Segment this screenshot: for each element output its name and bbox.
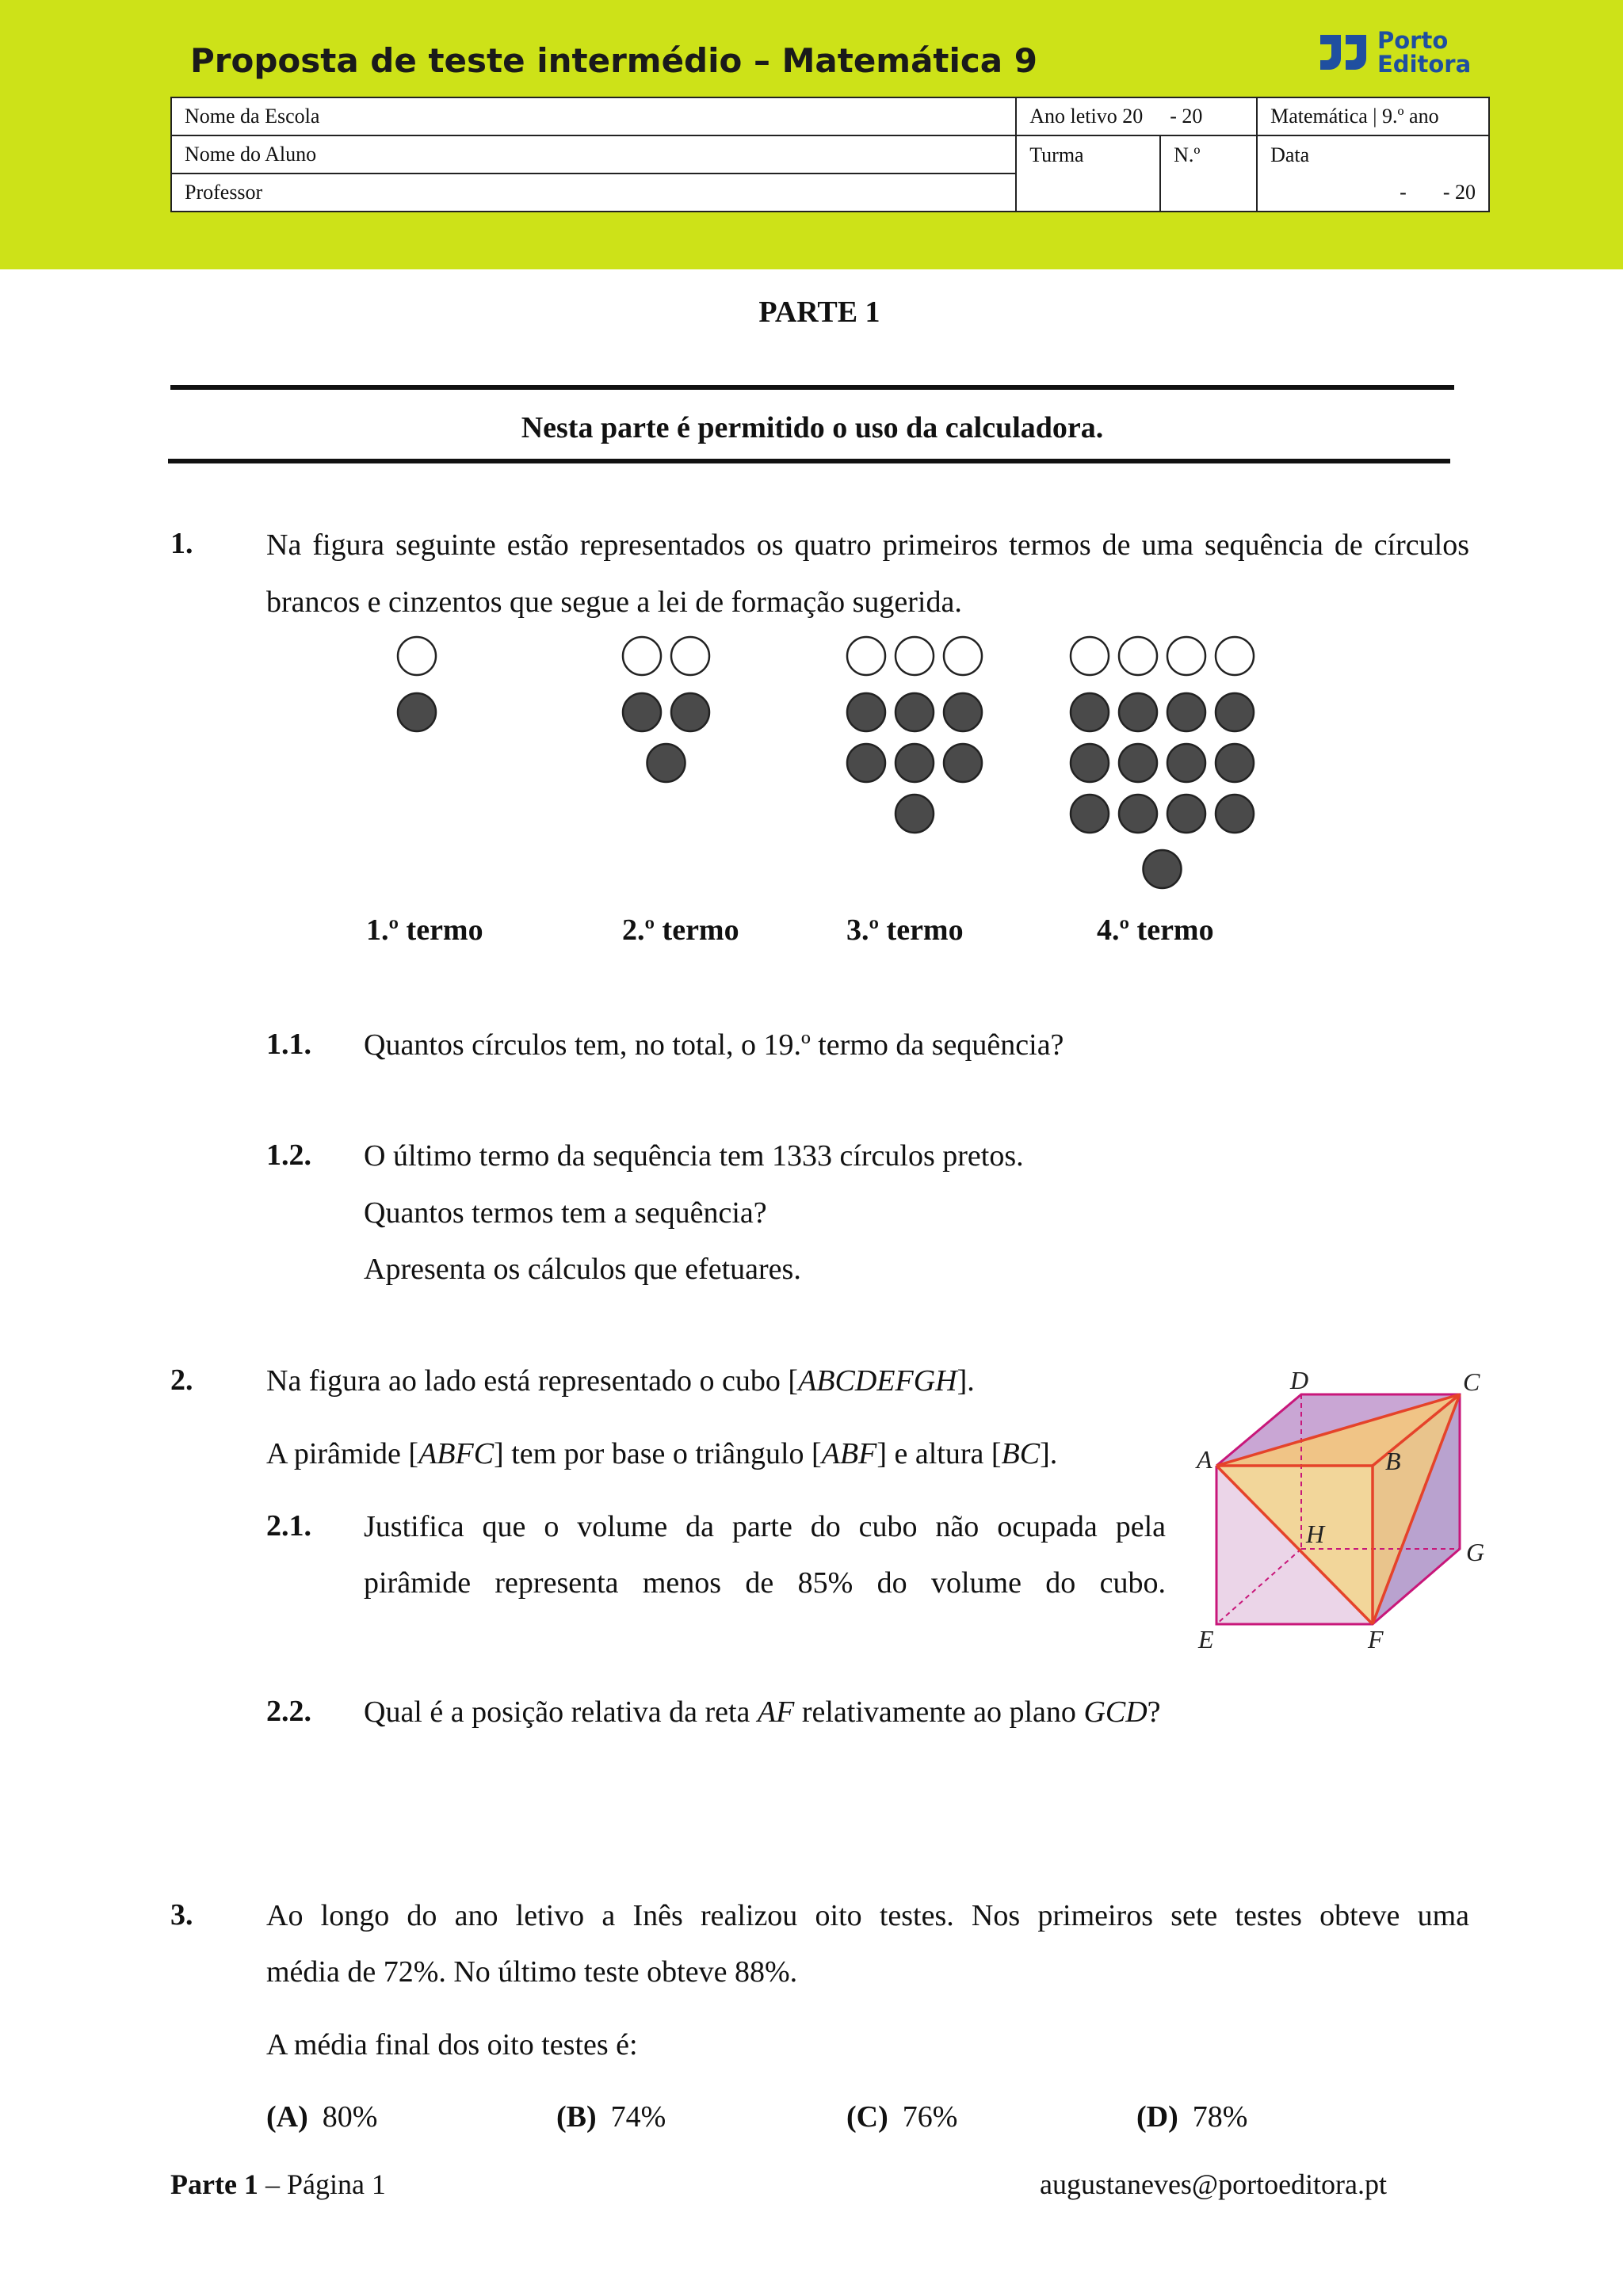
student-info-table [170, 97, 1490, 212]
q2-2-text-a: Qual é a posição relativa da reta [364, 1695, 758, 1729]
option-a-letter: (A) [266, 2100, 308, 2134]
option-c-value: 76% [902, 2100, 958, 2134]
option-d-letter: (D) [1136, 2100, 1178, 2134]
term-3-circles [847, 637, 982, 833]
number-label: N.º [1174, 143, 1201, 166]
grey-circle [1119, 693, 1157, 731]
plane-gcd: GCD [1083, 1695, 1148, 1729]
footer-page-info [170, 2168, 386, 2201]
term-4-circles [1071, 637, 1254, 888]
date-separator-1: - [1400, 180, 1407, 204]
teacher-cell[interactable] [171, 174, 1016, 212]
grey-circle [1144, 850, 1182, 888]
school-year-separator: - 20 [1170, 105, 1203, 128]
q2-line2-e: ] e altura [ [876, 1437, 1002, 1470]
option-c[interactable] [846, 2100, 957, 2134]
date-separator-2: - 20 [1442, 180, 1476, 204]
term-1-circles [398, 637, 436, 731]
white-circle [398, 637, 436, 675]
grey-circle [847, 693, 885, 731]
cube-figure [1181, 1359, 1498, 1660]
option-b-letter: (B) [556, 2100, 597, 2134]
question-3-line-2: média de 72%. No último teste obteve 88%. [266, 1955, 798, 1989]
divider-top [170, 385, 1454, 390]
height-name: BC [1001, 1437, 1041, 1470]
cube-name: ABCDEFGH [798, 1364, 957, 1398]
class-value-cell[interactable] [1016, 174, 1160, 212]
grey-circle [623, 693, 661, 731]
grey-circle [896, 693, 934, 731]
school-name-label: Nome da Escola [185, 105, 320, 128]
logo-mark-left [1320, 35, 1341, 70]
grey-circle [671, 693, 709, 731]
question-2-1-line-2: pirâmide representa menos de 85% do volume do cubo. [364, 1566, 1166, 1600]
question-2-line-1 [266, 1352, 975, 1409]
date-value-cell[interactable] [1257, 174, 1489, 212]
student-name-cell[interactable] [171, 135, 1016, 174]
white-circle [623, 637, 661, 675]
term-label-4: 4.º termo [1097, 913, 1214, 947]
question-1-2-line-2: Quantos termos tem a sequência? [364, 1196, 767, 1230]
grey-circle [847, 744, 885, 782]
divider-bottom [168, 459, 1450, 463]
question-1-2-line-3: Apresenta os cálculos que efetuares. [364, 1253, 801, 1286]
grey-circle [1216, 795, 1254, 833]
school-year-cell[interactable] [1016, 97, 1257, 135]
question-2-number: 2. [170, 1363, 193, 1397]
question-3-line-3: A média final dos oito testes é: [266, 2028, 638, 2061]
white-circle [896, 637, 934, 675]
question-1-2-number: 1.2. [266, 1138, 311, 1172]
option-a-value: 80% [322, 2100, 378, 2134]
calculator-note: Nesta parte é permitido o uso da calculadora. [521, 411, 1104, 444]
grey-circle [1119, 795, 1157, 833]
question-1-1-text: Quantos círculos tem, no total, o 19.º termo da sequência? [364, 1028, 1064, 1062]
vertex-label-a: A [1197, 1445, 1212, 1474]
term-label-2: 2.º termo [622, 913, 739, 947]
grey-circle [1216, 744, 1254, 782]
white-circle [1216, 637, 1254, 675]
date-cell[interactable] [1257, 135, 1489, 174]
question-2-1-line-1: Justifica que o volume da parte do cubo não ocupada pela [364, 1510, 1166, 1543]
option-b-value: 74% [610, 2100, 666, 2134]
teacher-label: Professor [185, 181, 263, 204]
grey-circle [1071, 744, 1109, 782]
vertex-label-h: H [1306, 1520, 1325, 1548]
question-1-1-number: 1.1. [266, 1028, 311, 1061]
question-2-1-number: 2.1. [266, 1509, 311, 1543]
q2-line2-a: A pirâmide [ [266, 1437, 419, 1470]
grey-circle [1119, 744, 1157, 782]
logo-mark-right [1346, 35, 1366, 70]
q2-line1-text: Na figura ao lado está representado o cubo [ [266, 1364, 799, 1398]
school-year-label: Ano letivo 20 [1029, 105, 1144, 128]
question-1-number: 1. [170, 527, 193, 560]
grey-circle [1071, 795, 1109, 833]
school-name-cell[interactable] [171, 97, 1016, 135]
grey-circle [1167, 693, 1205, 731]
date-label: Data [1270, 143, 1310, 166]
term-label-1: 1.º termo [366, 913, 483, 947]
grey-circle [896, 744, 934, 782]
triangle-name: ABF [821, 1437, 877, 1470]
q2-line2-c: ] tem por base o triângulo [ [494, 1437, 822, 1470]
vertex-label-b: B [1385, 1447, 1401, 1475]
white-circle [1167, 637, 1205, 675]
grey-circle [1071, 693, 1109, 731]
vertex-label-c: C [1463, 1367, 1480, 1396]
pyramid-name: ABFC [418, 1437, 495, 1470]
circle-sequence-figure [380, 626, 1292, 895]
line-af: AF [757, 1695, 795, 1729]
vertex-label-g: G [1466, 1538, 1485, 1566]
white-circle [944, 637, 982, 675]
question-3-number: 3. [170, 1898, 193, 1932]
subject-cell [1257, 97, 1489, 135]
grey-circle [944, 693, 982, 731]
white-circle [1119, 637, 1157, 675]
document-title: Proposta de teste intermédio – Matemática 9 [190, 41, 1037, 80]
question-2-2-number: 2.2. [266, 1695, 311, 1728]
q2-2-text-e: ? [1147, 1695, 1161, 1729]
q2-2-text-c: relativamente ao plano [794, 1695, 1084, 1729]
term-2-circles [623, 637, 709, 782]
class-cell[interactable] [1016, 135, 1160, 174]
vertex-label-f: F [1368, 1625, 1384, 1653]
grey-circle [1167, 795, 1205, 833]
white-circle [847, 637, 885, 675]
number-cell[interactable] [1160, 135, 1257, 174]
grey-circle [1167, 744, 1205, 782]
q2-line2-g: ]. [1040, 1437, 1058, 1470]
number-value-cell[interactable] [1160, 174, 1257, 212]
option-c-letter: (C) [846, 2100, 888, 2134]
white-circle [671, 637, 709, 675]
student-name-label: Nome do Aluno [185, 143, 317, 166]
part-title: PARTE 1 [758, 296, 880, 329]
vertex-label-d: D [1290, 1366, 1309, 1394]
term-label-3: 3.º termo [846, 913, 964, 947]
footer-part: Parte 1 [170, 2168, 258, 2200]
logo-word-porto: Porto [1377, 27, 1449, 54]
grey-circle [647, 744, 685, 782]
footer-page: – Página 1 [258, 2168, 386, 2200]
footer-email[interactable]: augustaneves@portoeditora.pt [1040, 2168, 1388, 2200]
option-a[interactable] [266, 2100, 377, 2134]
option-d[interactable] [1136, 2100, 1247, 2134]
logo-word-editora: Editora [1377, 51, 1472, 78]
question-2-line-2 [266, 1425, 1057, 1482]
grey-circle [896, 795, 934, 833]
vertex-label-e: E [1198, 1625, 1214, 1653]
grey-circle [398, 693, 436, 731]
grey-circle [1216, 693, 1254, 731]
white-circle [1071, 637, 1109, 675]
question-3-line-1: Ao longo do ano letivo a Inês realizou oito testes. Nos primeiros sete testes obteve uma [266, 1899, 1469, 1932]
grey-circle [944, 744, 982, 782]
option-b[interactable] [556, 2100, 666, 2134]
class-label: Turma [1029, 143, 1084, 166]
question-1-2-line-1: O último termo da sequência tem 1333 círculos pretos. [364, 1139, 1024, 1173]
logo-wordmark [1377, 29, 1471, 76]
question-1-text: Na figura seguinte estão representados os quatro primeiros termos de uma sequência de círculos brancos e cinzentos que segue a lei de formação sugerida. [266, 528, 1469, 619]
subject-label: Matemática | 9.º ano [1270, 105, 1439, 128]
option-d-value: 78% [1192, 2100, 1248, 2134]
question-2-2-text [364, 1684, 1161, 1741]
q2-line1-end: ]. [957, 1364, 975, 1398]
